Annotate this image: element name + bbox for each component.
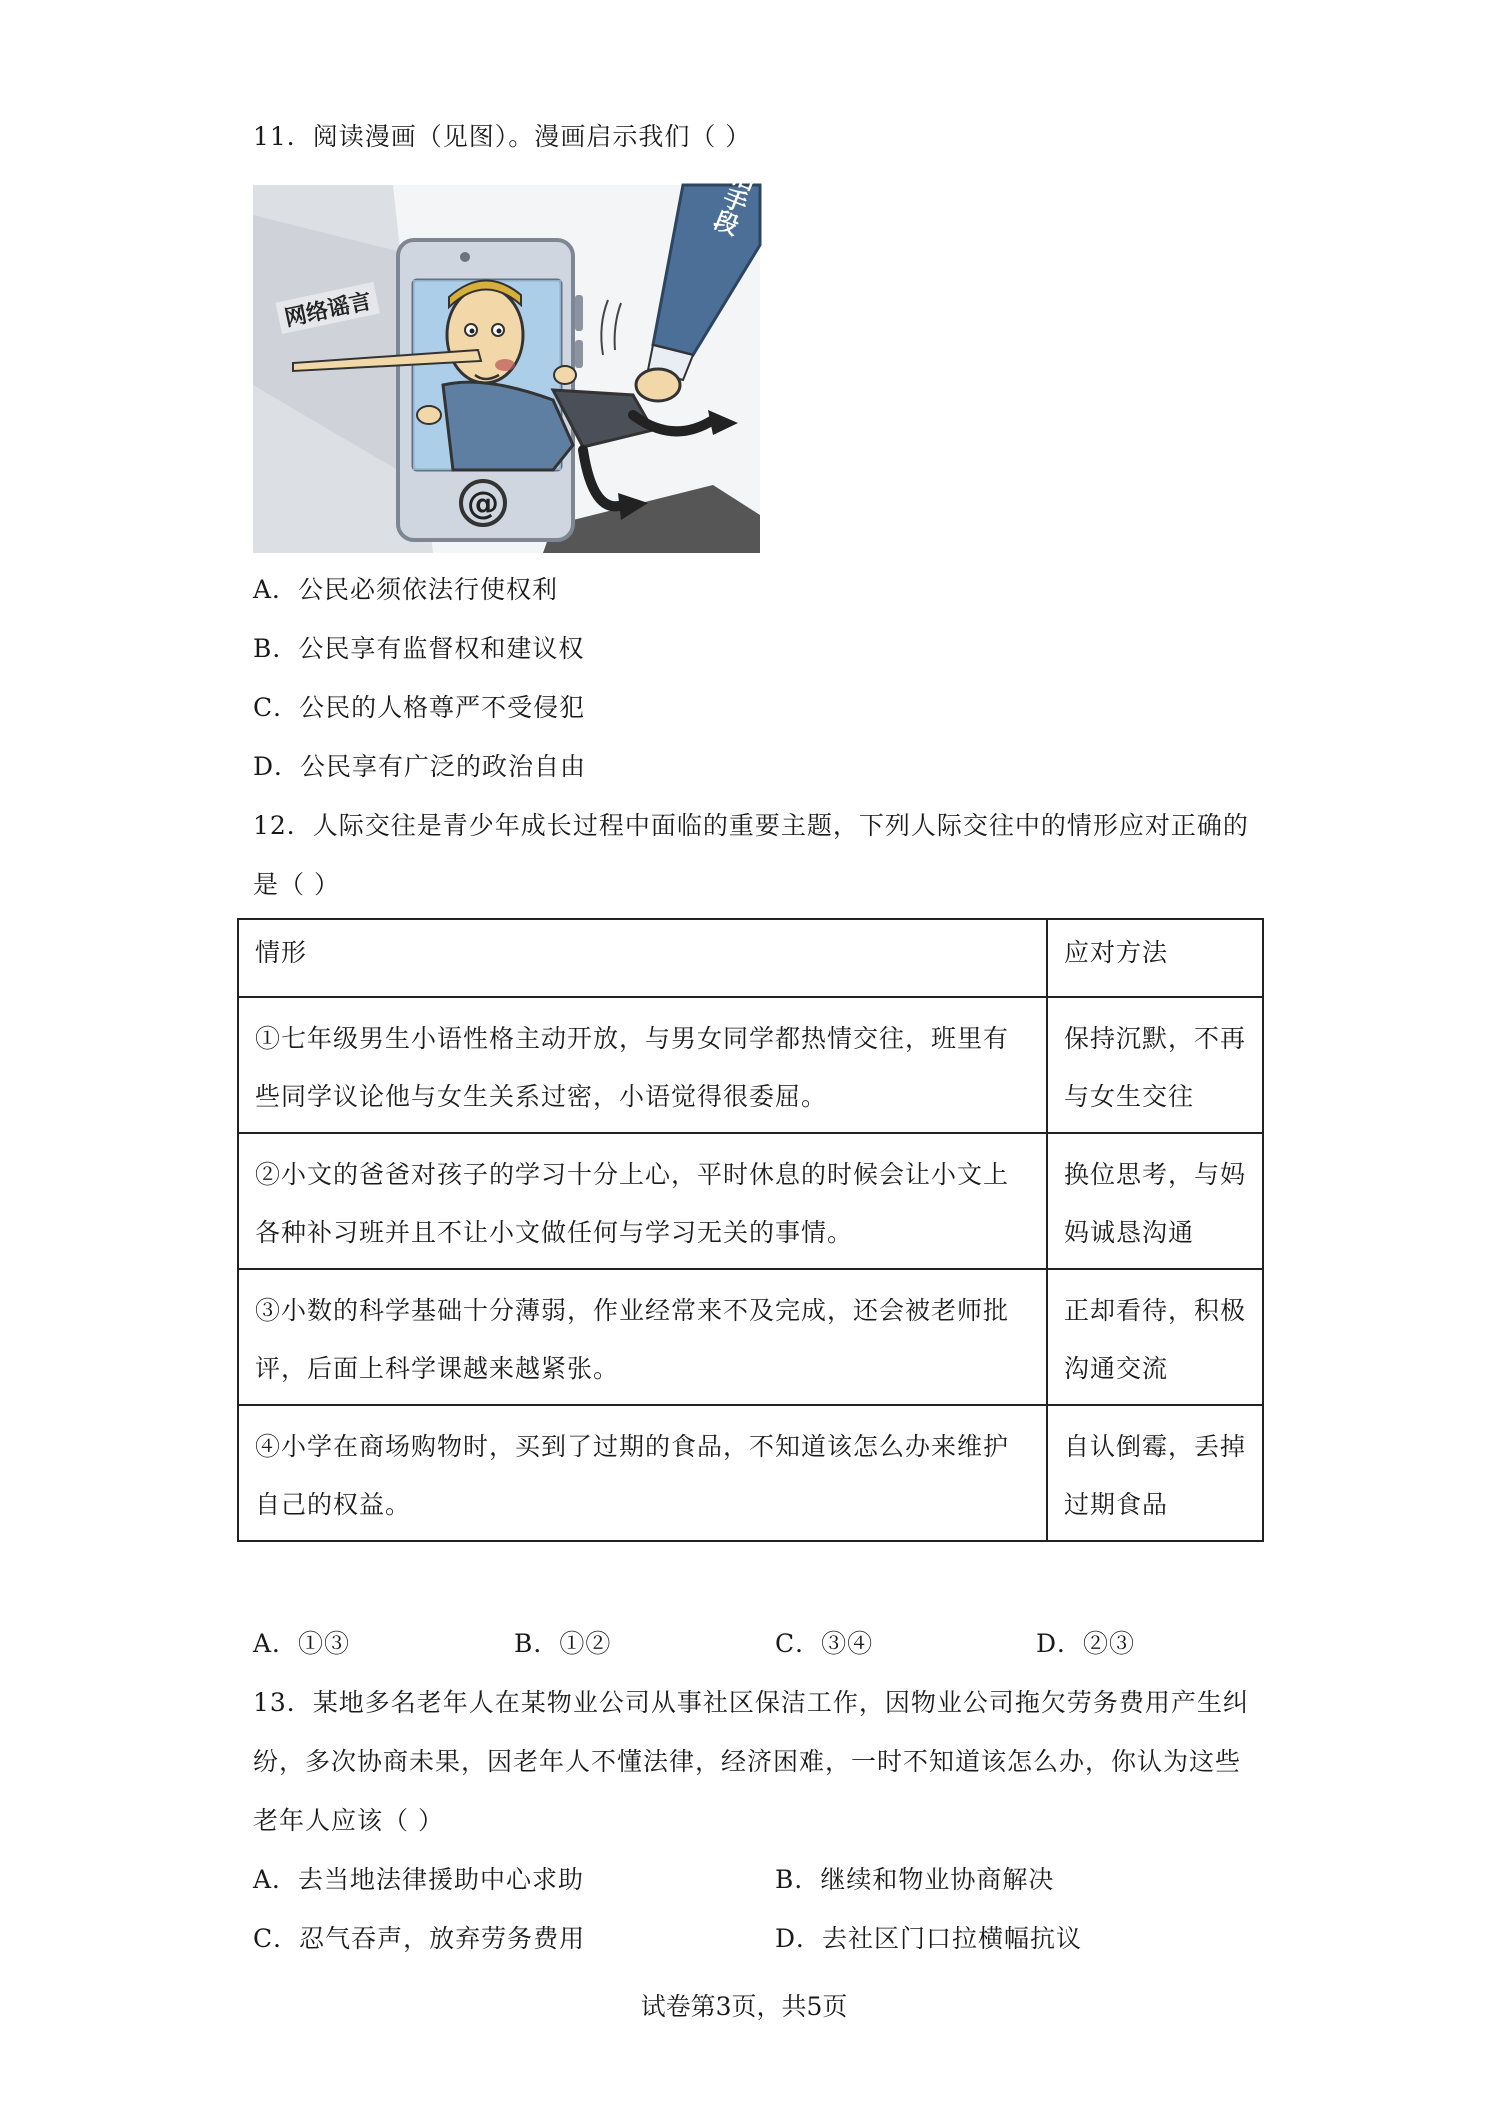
q11-stem: 11．阅读漫画（见图）。漫画启示我们（ ） (253, 122, 752, 151)
q13-option-d: D．去社区门口拉横幅抗议 (775, 1924, 1083, 1953)
cell-line: 过期食品 (1063, 1490, 1168, 1519)
q13-option-a: A．去当地法律援助中心求助 (253, 1865, 585, 1894)
cell-line: 与女生交往 (1063, 1082, 1194, 1111)
cell-line: 正却看待，积极 (1063, 1296, 1246, 1325)
q13-stem-line3: 老年人应该（ ） (253, 1806, 444, 1835)
q11-option-d: D．公民享有广泛的政治自由 (253, 752, 587, 781)
q13-option-b: B．继续和物业协商解决 (775, 1865, 1055, 1894)
cell-line: 保持沉默，不再 (1063, 1024, 1246, 1053)
cell-line: 换位思考，与妈 (1063, 1160, 1246, 1189)
table-header-situation: 情形 (238, 919, 1047, 997)
q12-option-d: D．②③ (1036, 1629, 1136, 1658)
label-rule-of-law: 法治手段 (707, 138, 769, 238)
q13-option-c: C．忍气吞声，放弃劳务费用 (253, 1924, 586, 1953)
cell-line: 自认倒霉，丢掉 (1063, 1432, 1246, 1461)
cell-line: 评，后面上科学课越来越紧张。 (255, 1354, 620, 1383)
cell-line: ②小文的爸爸对孩子的学习十分上心，平时休息的时候会让小文上 (255, 1160, 1010, 1189)
q11-option-a: A．公民必须依法行使权利 (253, 575, 559, 604)
table-cell-response (1047, 1133, 1263, 1269)
at-symbol: @ (467, 484, 499, 522)
label-online-rumor: 网络谣言 (282, 289, 374, 332)
table-cell-response (1047, 1269, 1263, 1405)
q12-option-a: A．①③ (253, 1629, 351, 1658)
q12-option-c: C．③④ (775, 1629, 874, 1658)
q11-option-b: B．公民享有监督权和建议权 (253, 634, 585, 663)
table-cell-response (1047, 1405, 1263, 1541)
situation-table (237, 918, 1264, 1542)
q13-stem-line2: 纷，多次协商未果，因老年人不懂法律，经济困难，一时不知道该怎么办，你认为这些 (253, 1747, 1242, 1776)
table-row (238, 1405, 1263, 1541)
table-cell-response (1047, 997, 1263, 1133)
cell-line: ③小数的科学基础十分薄弱，作业经常来不及完成，还会被老师批 (255, 1296, 1010, 1325)
table-cell-situation (238, 1405, 1047, 1541)
cartoon-image (253, 138, 769, 553)
q12-stem-line2: 是（ ） (253, 870, 340, 899)
cell-line: 沟通交流 (1063, 1354, 1168, 1383)
q12-stem-line1: 12．人际交往是青少年成长过程中面临的重要主题，下列人际交往中的情形应对正确的 (253, 811, 1249, 840)
cell-line: ①七年级男生小语性格主动开放，与男女同学都热情交往，班里有 (255, 1024, 1010, 1053)
cell-line: 自己的权益。 (255, 1490, 412, 1519)
q11-option-c: C．公民的人格尊严不受侵犯 (253, 693, 586, 722)
table-cell-situation (238, 997, 1047, 1133)
cell-line: 妈诚恳沟通 (1063, 1218, 1194, 1247)
table-header-row (238, 919, 1263, 997)
table-row (238, 997, 1263, 1133)
cell-line: ④小学在商场购物时，买到了过期的食品，不知道该怎么办来维护 (255, 1432, 1010, 1461)
table-row (238, 1269, 1263, 1405)
page-footer: 试卷第3页，共5页 (640, 1992, 848, 2021)
q12-option-b: B．①② (514, 1629, 612, 1658)
table-row (238, 1133, 1263, 1269)
cell-line: 些同学议论他与女生关系过密，小语觉得很委屈。 (255, 1082, 828, 1111)
table-header-response: 应对方法 (1047, 919, 1263, 997)
table-cell-situation (238, 1133, 1047, 1269)
q13-stem-line1: 13．某地多名老年人在某物业公司从事社区保洁工作，因物业公司拖欠劳务费用产生纠 (253, 1688, 1249, 1717)
table-cell-situation (238, 1269, 1047, 1405)
cell-line: 各种补习班并且不让小文做任何与学习无关的事情。 (255, 1218, 854, 1247)
